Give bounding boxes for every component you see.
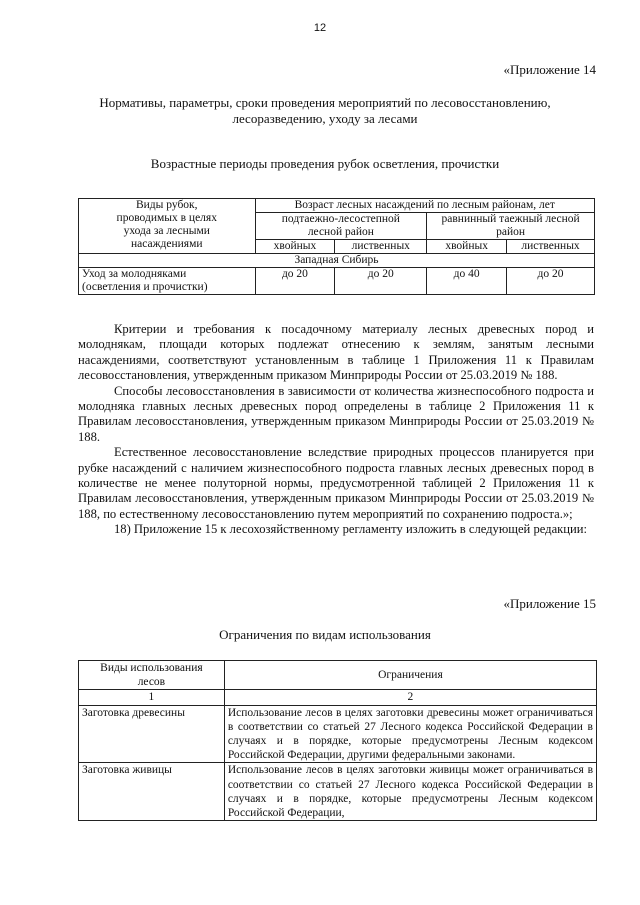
table1-title: Возрастные периоды проведения рубок осветления, прочистки [150, 156, 500, 171]
column-number: 2 [224, 690, 596, 705]
header-plain-taiga: равнинный таежный лесной район [427, 213, 595, 240]
region-row: Западная Сибирь [79, 254, 595, 268]
header-subtaiga: подтаежно-лесостепной лесной район [255, 213, 427, 240]
cell-value: до 40 [427, 268, 507, 295]
header-age-group: Возраст лесных насаждений по лесным районам, лет [255, 199, 594, 213]
paragraph: 18) Приложение 15 к лесохозяйственному регламенту изложить в следующей редакции: [114, 522, 587, 537]
table-row [79, 705, 597, 763]
header-coniferous: хвойных [255, 240, 335, 254]
appendix-15-label: «Приложение 15 [503, 596, 596, 611]
cell-value: до 20 [255, 268, 335, 295]
table-row [79, 268, 595, 295]
main-title [60, 95, 590, 127]
paragraph: Критерии и требования к посадочному материалу лесных древесных пород и молоднякам, площади которых подлежат отнесению к землям, занятым лесными насаждениями, соответствуют установленным в таблице 1 Приложения 11 к Правилам лесовосстановления, утвержденным приказом Минприроды России от 25.03.2019 № 188. [78, 322, 594, 383]
paragraph: Способы лесовосстановления в зависимости от количества жизнеспособного подроста и молодняка главных лесных древесных пород определены в таблице 2 Приложения 11 к Правилам лесовосстановления, утвержденным приказом Минприроды России от 25.03.2019 № 188. [78, 383, 594, 444]
header-deciduous: лиственных [507, 240, 595, 254]
use-type-cell: Заготовка живицы [79, 763, 225, 821]
page-number: 12 [313, 22, 327, 34]
row-label: Уход за молодняками (осветления и прочистки) [79, 268, 256, 295]
cell-value: до 20 [335, 268, 427, 295]
column-number: 1 [79, 690, 225, 705]
restrictions-table [78, 660, 597, 821]
header-use-type: Виды использования лесов [79, 661, 225, 690]
restriction-cell: Использование лесов в целях заготовки древесины может ограничиваться в соответствии со статьей 27 Лесного кодекса Российской Федерации в случаях и в порядке, которые предусмотрены Лесным кодексом Российской Федерации, другими федеральными законами. [224, 705, 596, 763]
body-text [78, 322, 594, 538]
restriction-cell: Использование лесов в целях заготовки живицы может ограничиваться в соответствии со статьей 27 Лесного кодекса Российской Федерации в случаях и в порядке, которые предусмотрены Лесным кодексом Российской Федерации, [224, 763, 596, 821]
age-periods-table [78, 198, 595, 295]
main-title-line1: Нормативы, параметры, сроки проведения мероприятий по лесовосстановлению, [99, 95, 551, 110]
table2-title: Ограничения по видам использования [219, 627, 431, 642]
paragraph: Естественное лесовосстановление вследствие природных процессов планируется при рубке насаждений с наличием жизнеспособного подроста главных лесных древесных пород в количестве не менее полуторной нормы, предусмотренной таблицей 2 Приложения 11 к Правилам лесовосстановления, утвержденным приказом Минприроды России от 25.03.2019 № 188, по естественному лесовосстановлению путем мероприятий по сохранению подроста.»; [78, 445, 594, 521]
header-restrictions: Ограничения [224, 661, 596, 690]
main-title-line2: лесоразведению, уходу за лесами [232, 111, 418, 126]
header-cut-type: Виды рубок, проводимых в целях ухода за лесными насаждениями [79, 199, 256, 254]
cell-value: до 20 [507, 268, 595, 295]
table-row [79, 763, 597, 821]
header-deciduous: лиственных [335, 240, 427, 254]
use-type-cell: Заготовка древесины [79, 705, 225, 763]
appendix-14-label: «Приложение 14 [503, 62, 596, 77]
header-coniferous: хвойных [427, 240, 507, 254]
